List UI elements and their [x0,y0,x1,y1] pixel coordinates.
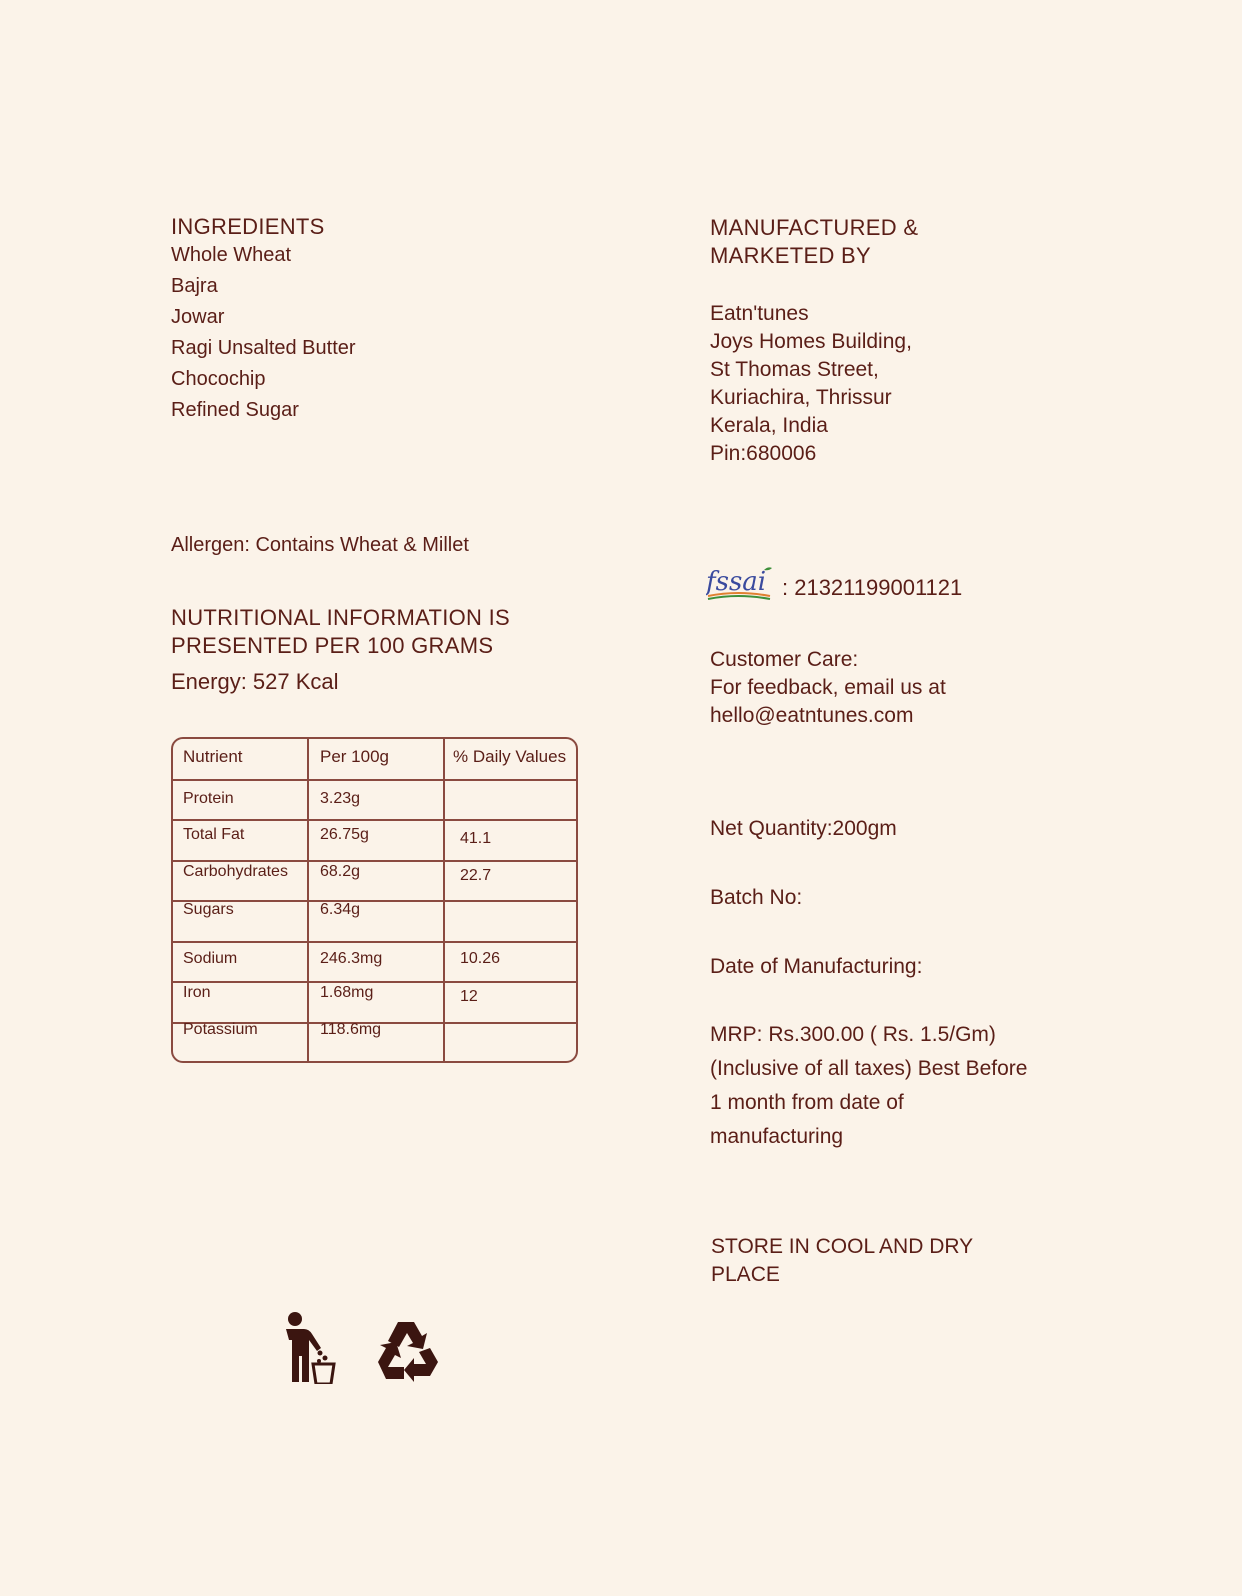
fssai-logo-text: fssai [706,567,767,597]
ingredients-list [171,240,356,426]
nutrient-per-100g: 3.23g [320,790,361,807]
address-line: Kuriachira, Thrissur [710,386,892,409]
nutrient-name: Protein [183,790,234,807]
nutrient-per-100g: 26.75g [320,826,369,843]
manufacturer-heading [710,214,918,270]
mrp-line: manufacturing [710,1125,844,1148]
net-quantity: Net Quantity:200gm [710,817,897,840]
customer-care-title: Customer Care: [710,648,859,671]
nutrient-daily-value: 12 [460,988,478,1005]
storage-line: PLACE [711,1263,780,1286]
table-divider [173,779,576,781]
nutrition-table [171,737,578,1063]
ingredient-item: Ragi Unsalted Butter [171,337,356,359]
dispose-in-bin-icon [278,1312,336,1384]
recycle-icon [374,1318,442,1382]
allergen-statement: Allergen: Contains Wheat & Millet [171,534,469,556]
address-line: Kerala, India [710,414,828,437]
nutrient-name: Potassium [183,1021,258,1038]
column-header-nutrient: Nutrient [183,747,243,766]
address-line: Joys Homes Building, [710,330,912,353]
fssai-logo [706,566,774,602]
storage-instructions [711,1233,973,1289]
ingredients-heading: INGREDIENTS [171,214,325,239]
address-line: St Thomas Street, [710,358,879,381]
mrp-line: MRP: Rs.300.00 ( Rs. 1.5/Gm) [710,1023,996,1046]
fssai-license-number: : 21321199001121 [782,575,963,600]
manufacturer-address [710,300,912,468]
nutrient-name: Total Fat [183,826,245,843]
nutrition-heading [171,604,510,660]
mrp-block [710,1018,1027,1154]
nutrition-heading-line2: PRESENTED PER 100 GRAMS [171,633,494,658]
nutrient-daily-value: 22.7 [460,867,492,884]
column-header-daily-values: % Daily Values [453,747,567,766]
nutrient-name: Sodium [183,950,238,967]
mrp-line: 1 month from date of [710,1091,904,1114]
customer-care-feedback: For feedback, email us at [710,676,946,699]
table-divider [173,981,576,983]
nutrient-per-100g: 1.68mg [320,984,374,1001]
customer-care-email: hello@eatntunes.com [710,704,914,727]
nutrient-per-100g: 6.34g [320,901,361,918]
storage-line: STORE IN COOL AND DRY [711,1235,974,1258]
table-divider [173,819,576,821]
address-line: Eatn'tunes [710,302,809,325]
batch-number: Batch No: [710,886,803,909]
nutrient-name: Sugars [183,901,234,918]
nutrition-heading-line1: NUTRITIONAL INFORMATION IS [171,605,511,630]
energy-value: Energy: 527 Kcal [171,669,339,694]
manufacturer-heading-line2: MARKETED BY [710,243,871,268]
ingredient-item: Chocochip [171,368,266,390]
nutrient-daily-value: 41.1 [460,830,492,847]
address-line: Pin:680006 [710,442,817,465]
ingredient-item: Refined Sugar [171,399,299,421]
nutrient-per-100g: 118.6mg [320,1021,382,1038]
column-header-per-100g: Per 100g [320,747,389,766]
mrp-line: (Inclusive of all taxes) Best Before [710,1057,1028,1080]
manufacturing-date: Date of Manufacturing: [710,955,923,978]
manufacturer-heading-line1: MANUFACTURED & [710,215,919,240]
nutrient-per-100g: 68.2g [320,863,361,880]
nutrient-name: Carbohydrates [183,863,288,880]
customer-care [710,646,946,730]
nutrient-per-100g: 246.3mg [320,950,383,967]
ingredient-item: Bajra [171,275,218,297]
nutrient-daily-value: 10.26 [460,950,501,967]
table-divider [173,941,576,943]
nutrient-name: Iron [183,984,211,1001]
ingredient-item: Jowar [171,306,225,328]
ingredient-item: Whole Wheat [171,244,292,266]
